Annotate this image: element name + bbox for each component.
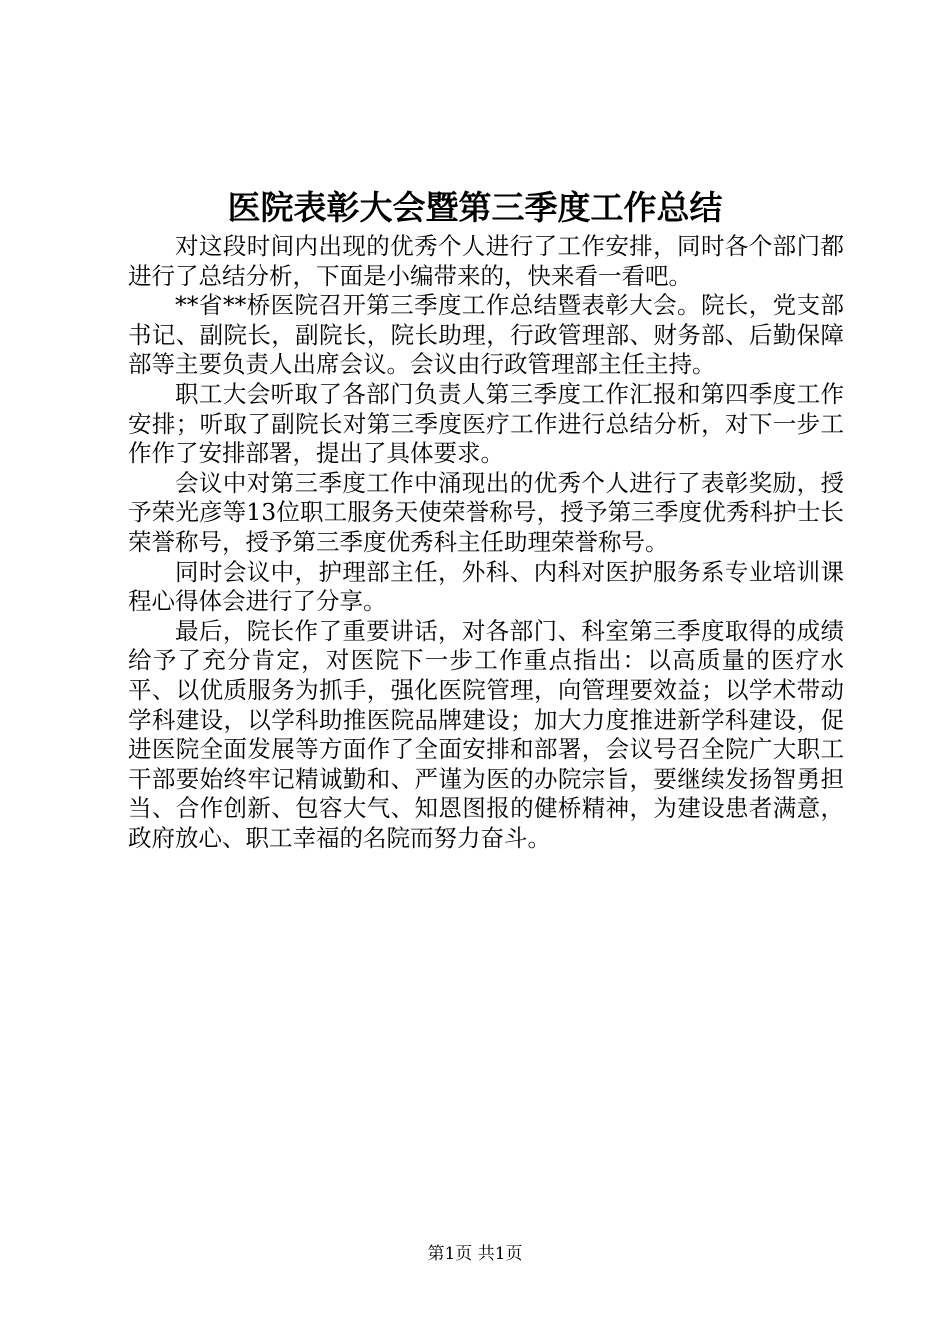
paragraph-3: 职工大会听取了各部门负责人第三季度工作汇报和第四季度工作安排；听取了副院长对第三季度医疗工作进行总结分析，对下一步工作作了安排部署，提出了具体要求。 — [128, 379, 844, 468]
paragraph-4: 会议中对第三季度工作中涌现出的优秀个人进行了表彰奖励，授予荣光彦等13位职工服务天使荣誉称号，授予第三季度优秀科护士长荣誉称号，授予第三季度优秀科主任助理荣誉称号。 — [128, 468, 844, 556]
document-title: 医院表彰大会暨第三季度工作总结 — [227, 188, 723, 227]
document-body — [128, 232, 844, 853]
page-footer: 第1页 共1页 — [427, 1244, 523, 1264]
paragraph-1: 对这段时间内出现的优秀个人进行了工作安排，同时各个部门都进行了总结分析，下面是小编带来的，快来看一看吧。 — [128, 232, 844, 290]
paragraph-2: **省**桥医院召开第三季度工作总结暨表彰大会。院长，党支部书记、副院长，副院长，院长助理，行政管理部、财务部、后勤保障部等主要负责人出席会议。会议由行政管理部主任主持。 — [128, 291, 844, 379]
paragraph-6: 最后，院长作了重要讲话，对各部门、科室第三季度取得的成绩给予了充分肯定，对医院下一步工作重点指出：以高质量的医疗水平、以优质服务为抓手，强化医院管理，向管理要效益；以学术带动学科建设，以学科助推医院品牌建设；加大力度推进新学科建设，促进医院全面发展等方面作了全面安排和部署，会议号召全院广大职工干部要始终牢记精诚勤和、严谨为医的办院宗旨，要继续发扬智勇担当、合作创新、包容大气、知恩图报的健桥精神，为建设患者满意，政府放心、职工幸福的名院而努力奋斗。 — [128, 616, 844, 852]
paragraph-5: 同时会议中，护理部主任，外科、内科对医护服务系专业培训课程心得体会进行了分享。 — [128, 557, 844, 616]
